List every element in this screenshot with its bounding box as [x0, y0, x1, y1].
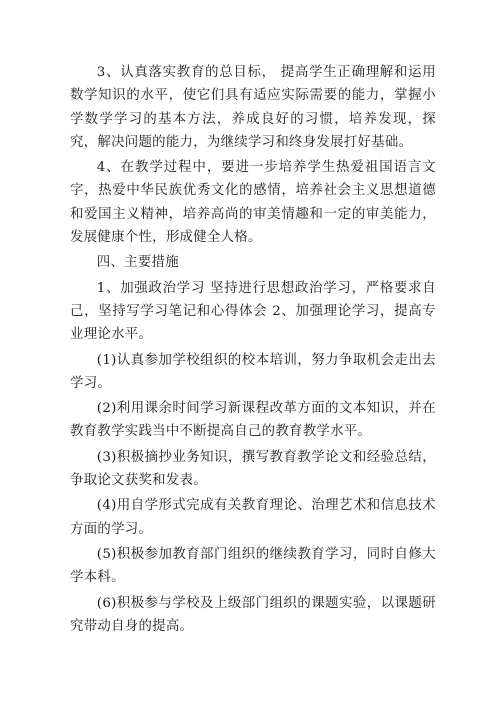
measure-item-6: (6)积极参与学校及上级部门组织的课题实验，以课题研究带动自身的提高。 — [70, 595, 436, 634]
measures-intro: 1、加强政治学习 坚持进行思想政治学习，严格要求自己，坚持写学习笔记和心得体会 2、加强理论学习，提高专业理论水平。 — [70, 280, 436, 343]
measure-item-5: (5)积极参加教育部门组织的继续教育学习，同时自修大学本科。 — [70, 546, 436, 586]
measure-item-2: (2)利用课余时间学习新课程改革方面的文本知识，并在教育教学实践当中不断提高自己的教育教学水平。 — [70, 401, 436, 440]
paragraph-goal-4: 4、在教学过程中，要进一步培养学生热爱祖国语言文字，热爱中华民族优秀文化的感情，培养社会主义思想道德和爱国主义精神，培养高尚的审美情趣和一定的审美能力，发展健康个性，形成健全人格。 — [70, 160, 436, 246]
measure-item-1: (1)认真参加学校组织的校本培训，努力争取机会走出去学习。 — [70, 352, 436, 391]
measure-item-4: (4)用自学形式完成有关教育理论、治理艺术和信息技术方面的学习。 — [70, 498, 436, 537]
section-heading: 四、主要措施 — [96, 255, 179, 271]
paragraph-goal-3: 3、认真落实教育的总目标， 提高学生正确理解和运用数学知识的水平，使它们具有适应实际需要的能力，掌握小学数学学习的基本方法，养成良好的习惯，培养发现，探究，解决问题的能力，为继续学习和终身发展打好基础。 — [70, 65, 436, 150]
document-page — [70, 61, 436, 640]
measure-item-3: (3)积极摘抄业务知识，撰写教育教学论文和经验总结，争取论文获奖和发表。 — [70, 449, 436, 489]
